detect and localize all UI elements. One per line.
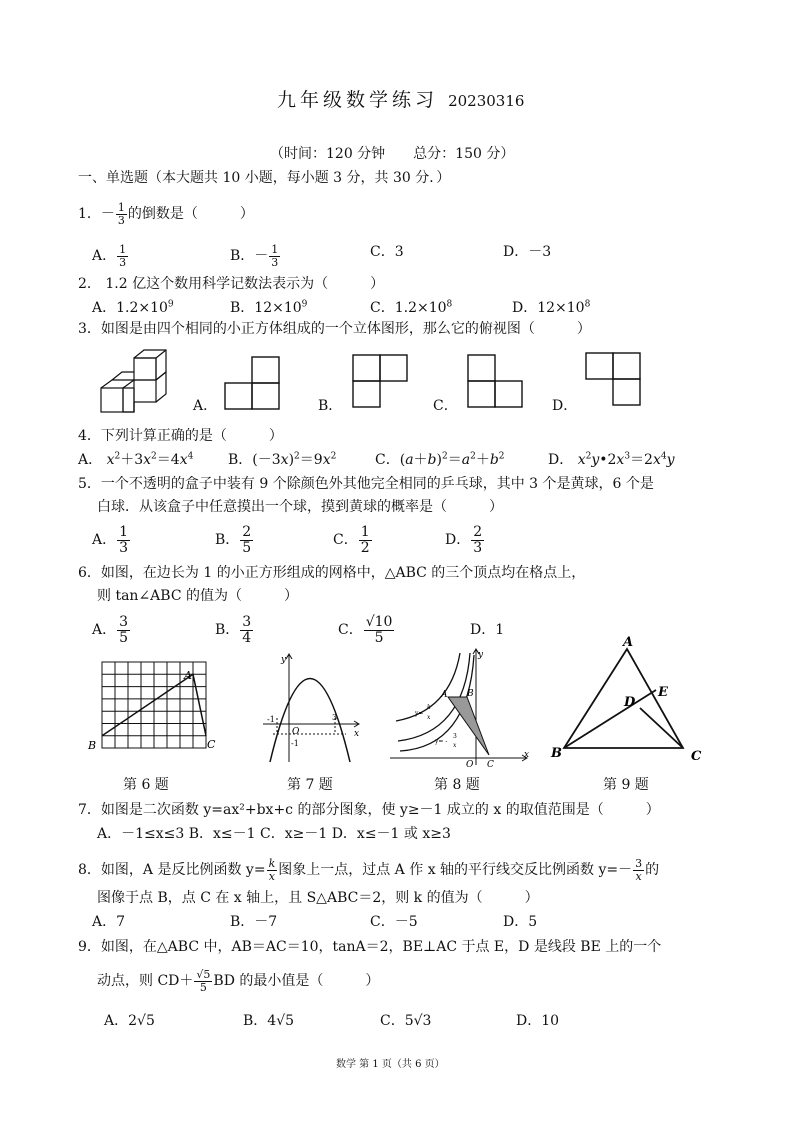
q8-option-b[interactable]: B．－7 <box>230 914 278 930</box>
q4-option-d[interactable]: D． $x^2y•2x^3=2x^4y$ <box>548 451 675 468</box>
q7-options[interactable]: A．－1≤x≤3 B．x≤－1 C．x≥－1 D．x≤－1 或 x≥3 <box>97 826 451 842</box>
q8-k-d: x <box>268 869 275 883</box>
q2-option-d[interactable] <box>512 301 590 315</box>
q5-c-label: C． <box>333 532 358 549</box>
page-title <box>277 91 524 110</box>
q6-option-b[interactable] <box>215 615 254 645</box>
q3-a-figure <box>224 356 282 410</box>
figure-9-triangle <box>548 634 708 762</box>
q8-option-c[interactable]: C．－5 <box>370 914 418 930</box>
q6-a-label: A． <box>92 622 117 639</box>
f6-label-c: C <box>207 738 216 751</box>
q5-d-n: 2 <box>473 524 483 540</box>
q8-option-d[interactable]: D．5 <box>503 914 538 930</box>
q1-a-n: 1 <box>119 243 127 256</box>
question-4: 4．下列计算正确的是（ ） <box>78 428 283 444</box>
question-3: 3．如图是由四个相同的小正方体组成的一个立体图形，那么它的俯视图（ ） <box>78 321 591 337</box>
q9-option-b[interactable]: B．4√5 <box>243 1013 295 1029</box>
page-footer: 数学 第 1 页（共 6 页） <box>336 1059 445 1070</box>
figure-7-parabola <box>258 650 368 765</box>
q9-option-d[interactable]: D．10 <box>516 1013 560 1029</box>
q4-d-label: D． <box>548 452 574 468</box>
f9-label-b: B <box>551 746 562 761</box>
question-9-line2 <box>97 969 379 993</box>
f7-label-x: x <box>354 729 360 739</box>
q5-c-n: 1 <box>360 524 370 540</box>
q8-3-n: 3 <box>635 857 643 870</box>
q1-minus: － <box>100 206 115 223</box>
q2-b-base: B．12×10 <box>230 300 302 316</box>
q1-num: 1． <box>78 206 101 223</box>
f8-eq1-d: x <box>427 714 431 721</box>
q3-option-b[interactable]: B． <box>318 398 343 414</box>
f8-eq2-d: x <box>453 742 457 749</box>
q5-c-d: 2 <box>360 539 370 556</box>
q1-option-a[interactable] <box>92 244 129 268</box>
q8-stem-pre: 8．如图，A 是反比例函数 y= <box>78 862 266 879</box>
q1-b-d: 3 <box>271 255 279 269</box>
q1-b-n: 1 <box>271 243 279 256</box>
f8-eq1-prefix: y= <box>415 710 424 717</box>
caption-fig-6: 第 6 题 <box>123 777 169 793</box>
q8-stem-mid: 图象上一点，过点 A 作 x 轴的平行线交反比例函数 y=－ <box>278 862 633 879</box>
q9-stem-post: BD 的最小值是（ ） <box>213 973 380 990</box>
question-7: 7．如图是二次函数 y=ax²+bx+c 的部分图象，使 y≥－1 成立的 x 的取值范围是（ ） <box>78 802 660 818</box>
f9-label-d: D <box>624 695 636 710</box>
f8-label-a: A <box>441 690 448 700</box>
figure-8-reciprocal <box>388 645 533 770</box>
q8-option-a[interactable]: A．7 <box>92 914 126 930</box>
question-8-line2: 图像于点 B，点 C 在 x 轴上，且 S△ABC＝2，则 k 的值为（ ） <box>97 890 539 906</box>
f8-label-o: O <box>466 760 474 770</box>
section-heading: 一、单选题（本大题共 10 小题，每小题 3 分，共 30 分．） <box>78 170 451 186</box>
q6-b-n: 3 <box>242 614 252 630</box>
q1-b-frac <box>269 244 280 268</box>
caption-fig-9: 第 9 题 <box>603 777 649 793</box>
q1-a-frac <box>117 244 128 268</box>
q6-b-label: B． <box>215 622 240 639</box>
q2-c-base: C．1.2×10 <box>370 300 447 316</box>
question-2: 2． 1.2 亿这个数用科学记数法表示为（ ） <box>78 276 385 292</box>
q6-c-label: C． <box>338 622 363 639</box>
time-info: （时间：120 分钟 总分：150 分） <box>270 146 515 162</box>
q6-a-n: 3 <box>119 614 129 630</box>
q2-c-exp: 8 <box>446 299 453 310</box>
q5-b-d: 5 <box>242 539 252 556</box>
q4-a-label: A． <box>78 452 103 468</box>
q2-d-base: D．12×10 <box>512 300 585 316</box>
question-5-line2: 白球．从该盒子中任意摸出一个球，摸到黄球的概率是（ ） <box>97 499 503 515</box>
f7-label-o: O <box>292 727 300 737</box>
q3-d-figure <box>585 352 643 406</box>
f8-label-y: y <box>478 650 484 660</box>
caption-fig-7: 第 7 题 <box>287 777 333 793</box>
q3-b-figure <box>352 354 410 408</box>
q3-option-a[interactable]: A． <box>193 398 218 414</box>
q5-a-frac <box>117 525 130 555</box>
q2-a-base: A．1.2×10 <box>92 300 168 316</box>
q1-a-d: 3 <box>119 255 127 269</box>
q3-cube-figure <box>100 350 170 416</box>
q6-option-d[interactable]: D．1 <box>470 622 505 638</box>
q1-stem: 的倒数是（ ） <box>127 206 254 223</box>
q5-b-n: 2 <box>242 524 252 540</box>
q1-option-d[interactable]: D．－3 <box>503 244 552 260</box>
q6-c-d: 5 <box>374 629 384 646</box>
q6-a-frac <box>117 615 130 645</box>
q5-d-label: D． <box>445 532 471 549</box>
q9-option-c[interactable]: C．5√3 <box>380 1013 432 1029</box>
q3-option-c[interactable]: C． <box>433 398 458 414</box>
q5-a-n: 1 <box>119 524 129 540</box>
caption-fig-8: 第 8 题 <box>434 777 480 793</box>
q5-a-d: 3 <box>119 539 129 556</box>
q5-b-label: B． <box>215 532 240 549</box>
f8-eq2-n: 3 <box>453 733 457 740</box>
f6-label-b: B <box>88 739 97 752</box>
q6-option-a[interactable] <box>92 615 131 645</box>
q5-a-label: A． <box>92 532 117 549</box>
q1-fraction <box>116 202 127 226</box>
q6-option-c[interactable] <box>338 615 395 645</box>
q1-b-label: B．－ <box>230 248 269 265</box>
q9-frac-n: √5 <box>196 968 211 981</box>
q6-c-frac <box>364 615 395 645</box>
q2-option-b[interactable] <box>230 301 307 315</box>
q6-c-n: √10 <box>365 614 393 630</box>
f9-label-c: C <box>691 749 702 764</box>
q8-k-n: k <box>268 857 276 870</box>
q3-option-d[interactable]: D． <box>552 398 578 414</box>
q9-stem-pre: 动点，则 CD＋ <box>97 973 194 990</box>
q6-b-frac <box>240 615 253 645</box>
f7-label-y-neg1: -1 <box>291 739 299 748</box>
f8-label-x: x <box>524 750 530 760</box>
question-1 <box>78 202 254 226</box>
q3-c-figure <box>467 354 525 408</box>
q5-d-frac <box>471 525 484 555</box>
title-text: 九年级数学练习 <box>277 89 439 111</box>
f9-label-e: E <box>658 685 668 700</box>
title-date: 20230316 <box>448 92 525 110</box>
question-9-line1: 9．如图，在△ABC 中，AB＝AC＝10，tanA＝2，BE⊥AC 于点 E，D 是线段 BE 上的一个 <box>78 939 662 955</box>
q1-a-label: A． <box>92 248 117 265</box>
q2-b-exp: 9 <box>301 299 308 310</box>
q6-a-d: 5 <box>119 629 129 646</box>
f8-label-c: C <box>487 760 494 770</box>
q1-frac-n: 1 <box>117 201 125 214</box>
q6-b-d: 4 <box>242 629 252 646</box>
q1-option-c[interactable]: C．3 <box>370 244 404 260</box>
question-6-line1: 6．如图，在边长为 1 的小正方形组成的网格中，△ABC 的三个顶点均在格点上， <box>78 565 586 581</box>
q5-option-b[interactable] <box>215 525 254 555</box>
q8-k-frac <box>267 858 278 882</box>
q5-option-c[interactable] <box>333 525 373 555</box>
q4-c-label: C． <box>375 452 400 468</box>
q5-option-d[interactable] <box>445 525 485 555</box>
f9-label-a: A <box>623 635 634 650</box>
q9-frac <box>194 969 212 993</box>
f6-label-a: A <box>184 669 192 682</box>
figure-6-grid <box>88 658 216 758</box>
f8-label-b: B <box>467 689 474 699</box>
q8-stem-post: 的 <box>645 862 660 879</box>
f7-label-3: 3 <box>332 713 338 722</box>
q8-3-frac <box>633 858 644 882</box>
question-6-line2: 则 tan∠ABC 的值为（ ） <box>97 588 298 604</box>
q5-option-a[interactable] <box>92 525 131 555</box>
q9-frac-d: 5 <box>199 980 207 994</box>
q4-option-b[interactable]: B．$(-3x)^2=9x^2$ <box>228 451 337 468</box>
q2-d-exp: 8 <box>584 299 591 310</box>
q9-option-a[interactable]: A．2√5 <box>104 1013 155 1029</box>
question-5-line1: 5．一个不透明的盒子中装有 9 个除颜色外其他完全相同的乒乓球，其中 3 个是黄球，6 个是 <box>78 476 654 492</box>
q4-b-label: B． <box>228 452 253 468</box>
question-8-line1 <box>78 858 659 882</box>
q8-3-d: x <box>635 869 642 883</box>
q2-a-exp: 9 <box>167 299 174 310</box>
q1-option-b[interactable] <box>230 244 281 268</box>
q2-option-c[interactable] <box>370 301 452 315</box>
q5-c-frac <box>359 525 372 555</box>
f7-label-y: y <box>281 655 287 665</box>
q4-option-c[interactable]: C．$(a+b)^2=a^2+b^2$ <box>375 451 505 468</box>
f8-eq2-prefix: y= - <box>435 738 448 745</box>
q2-option-a[interactable] <box>92 301 174 315</box>
f8-eq1-n: k <box>427 704 431 711</box>
q1-frac-d: 3 <box>117 213 125 227</box>
q5-d-d: 3 <box>473 539 483 556</box>
f7-label-neg1: -1 <box>267 715 275 724</box>
q4-option-a[interactable]: A． $x^2+3x^2=4x^4$ <box>78 451 194 468</box>
q5-b-frac <box>240 525 253 555</box>
